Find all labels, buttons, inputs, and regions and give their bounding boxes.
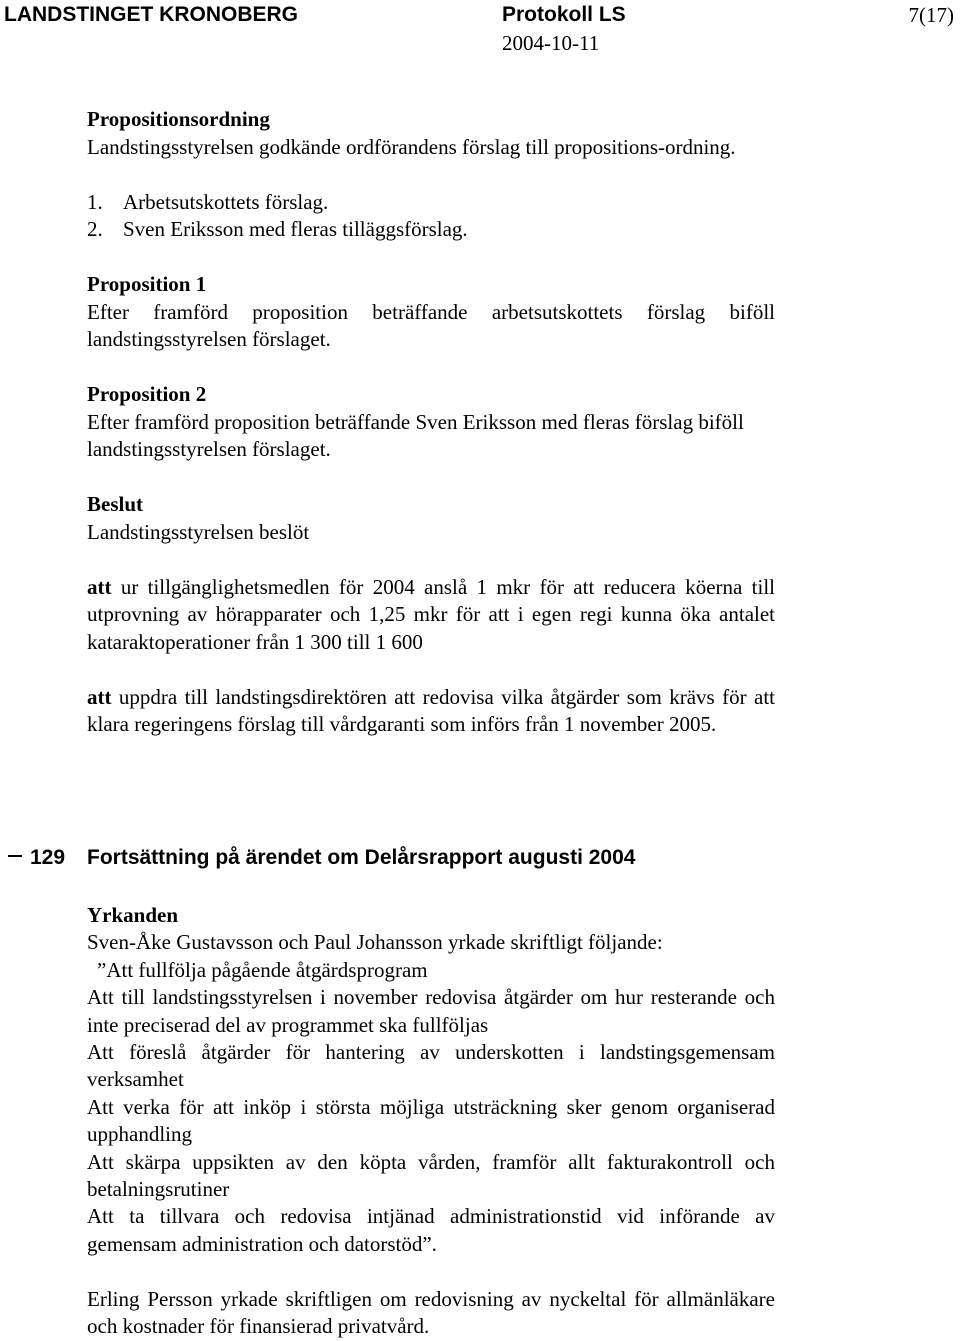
section-rule (8, 855, 22, 857)
yrkanden-heading: Yrkanden (87, 903, 179, 927)
decision-lead: att (87, 684, 112, 709)
yrkanden-intro: Sven-Åke Gustavsson och Paul Johansson yrkade skriftligt följande: (87, 930, 663, 955)
proposition1-text: Efter framförd proposition beträffande arbetsutskottets förslag biföll landstingsstyrelsen förslaget. (87, 299, 775, 351)
list-number: 2. (87, 217, 103, 241)
section-number: 129 (30, 846, 66, 869)
decision-item (87, 574, 775, 657)
decision-lead: att (87, 574, 112, 599)
list-item (87, 216, 775, 244)
main-content (87, 106, 775, 739)
proposition1-heading: Proposition 1 (87, 272, 207, 296)
decision-text: ur tillgänglighetsmedlen för 2004 anslå 1 mkr för att reducera köerna till utprovning av hörapparater och 1,25 mkr för att i egen regi kunna öka antalet kataraktoperationer från 1 300 till 1 600 (87, 574, 775, 654)
beslut-intro: Landstingsstyrelsen beslöt (87, 519, 310, 544)
propositionsordning-text: Landstingsstyrelsen godkände ordförandens förslag till propositions-ordning. (87, 134, 736, 159)
motion-line: ”Att fullfölja pågående åtgärdsprogram (97, 957, 428, 982)
document-date: 2004-10-11 (502, 31, 600, 55)
page-number: 7(17) (908, 3, 954, 27)
organization-name: LANDSTINGET KRONOBERG (4, 3, 298, 26)
section-title: Fortsättning på ärendet om Delårsrapport augusti 2004 (87, 846, 636, 869)
list-number: 1. (87, 189, 103, 214)
section-heading (0, 838, 960, 884)
list-text: Arbetsutskottets förslag. (123, 189, 329, 214)
beslut-heading: Beslut (87, 492, 144, 516)
proposition2-heading: Proposition 2 (87, 382, 207, 406)
motion-line: Att skärpa uppsikten av den köpta vården, framför allt fakturakontroll och betalningsrutiner (87, 1149, 775, 1202)
page-header (0, 0, 960, 60)
list-item (87, 189, 775, 217)
motion-line: Att till landstingsstyrelsen i november redovisa åtgärder om hur resterande och inte preciserad del av programmet ska fullföljas (87, 985, 775, 1037)
list-text: Sven Eriksson med fleras tilläggsförslag. (123, 217, 468, 241)
motion-line: Att föreslå åtgärder för hantering av underskotten i landstingsgemensam verksamhet (87, 1040, 775, 1092)
motion-line: Att verka för att inköp i största möjliga utsträckning sker genom organiserad upphandling (87, 1094, 775, 1147)
yrkanden-closing: Erling Persson yrkade skriftligen om redovisning av nyckeltal för allmänläkare och kostnader för finansierad privatvård. (87, 1286, 775, 1339)
propositionsordning-heading: Propositionsordning (87, 107, 270, 131)
motion-line: Att ta tillvara och redovisa intjänad administrationstid vid införande av gemensam administration och datorstöd”. (87, 1204, 775, 1256)
document-type: Protokoll LS (502, 3, 626, 26)
decision-text: uppdra till landstingsdirektören att redovisa vilka åtgärder som krävs för att klara regeringens förslag till vårdgaranti som införs från 1 november 2005. (87, 684, 775, 736)
decision-item (87, 684, 775, 739)
proposition2-text: Efter framförd proposition beträffande Sven Eriksson med fleras förslag biföll landstingsstyrelsen förslaget. (87, 409, 744, 461)
section-content (87, 902, 775, 1341)
